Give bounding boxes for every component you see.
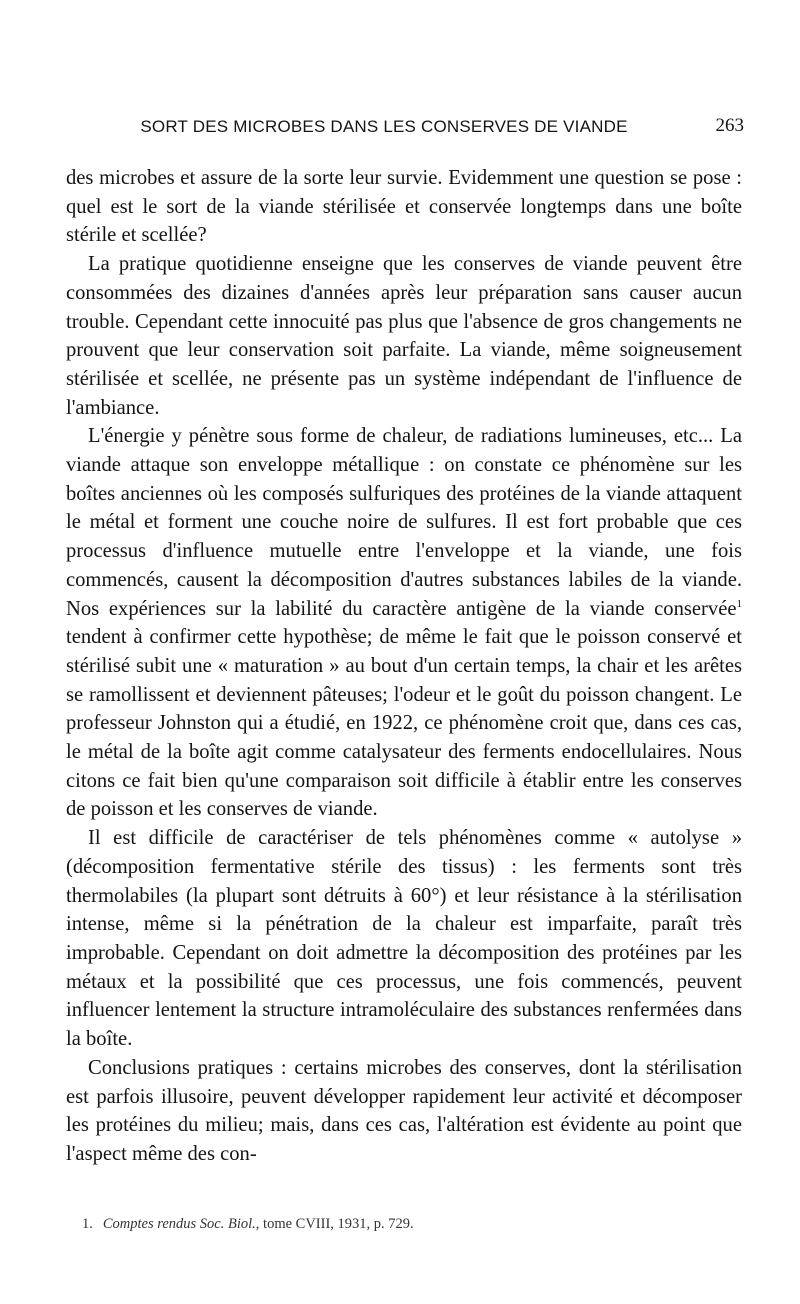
page [66, 112, 742, 1169]
running-head [66, 112, 742, 142]
paragraph-4: Il est difficile de caractériser de tels phénomènes comme « autolyse » (décomposition fermentative stérile des tissus) : les ferments sont très thermolabiles (la plupart sont détruits à 60°) et leur résistance à la stérilisation intense, même si la pénétration de la chaleur est imparfaite, paraît très improbable. Cependant on doit admettre la décomposition des protéines par les métaux et la possibilité que ces processus, une fois commencés, peuvent influencer lentement la structure intramoléculaire des substances renfermées dans la boîte. [66, 827, 742, 1051]
footnote-details: , tome CVIII, 1931, p. 729. [255, 1216, 414, 1232]
running-title: SORT DES MICROBES DANS LES CONSERVES DE VIANDE [140, 117, 628, 136]
footnote [82, 1215, 414, 1233]
paragraph-3-part-a: L'énergie y pénètre sous forme de chaleur, de radiations lumineuses, etc... La viande attaque son enveloppe métallique : on constate ce phénomène sur les boîtes anciennes où les composés sulfuriques des protéines de la viande attaquent le métal et forment une couche noire de sulfures. Il est fort probable que ces processus d'influence mutuelle entre l'enveloppe et la viande, une fois commencés, causent la décomposition d'autres substances labiles de la viande. Nos expériences sur la labilité du caractère antigène de la viande conservée [66, 425, 742, 620]
paragraph-5: Conclusions pratiques : certains microbes des conserves, dont la stérilisation est parfois illusoire, peuvent développer rapidement leur activité et décomposer les protéines du milieu; mais, dans ces cas, l'altération est évidente au point que l'aspect même des con- [66, 1056, 742, 1165]
footnote-number: 1. [82, 1216, 93, 1232]
footnote-source: Comptes rendus Soc. Biol. [102, 1216, 256, 1232]
page-number: 263 [715, 115, 744, 136]
body-text [66, 164, 742, 1169]
paragraph-3-part-b: tendent à confirmer cette hypothèse; de même le fait que le poisson conservé et stérilisé subit une « maturation » au bout d'un certain temps, la chair et les arêtes se ramollissent et deviennent pâteuses; l'odeur et le goût du poisson changent. Le professeur Johnston qui a étudié, en 1922, ce phénomène croit que, dans ces cas, le métal de la boîte agit comme catalysateur des ferments endocellulaires. Nous citons ce fait bien qu'une comparaison soit difficile à établir entre les conserves de poisson et les conserves de viande. [66, 626, 742, 821]
footnote-reference: 1 [736, 597, 742, 610]
paragraph-3 [66, 422, 742, 824]
paragraph-2: La pratique quotidienne enseigne que les conserves de viande peuvent être consommées des dizaines d'années après leur préparation sans causer aucun trouble. Cependant cette innocuité pas plus que l'absence de gros changements ne prouvent que leur conservation soit parfaite. La viande, même soigneusement stérilisée et scellée, ne présente pas un système indépendant de l'influence de l'ambiance. [66, 253, 742, 419]
paragraph-1: des microbes et assure de la sorte leur survie. Evidemment une question se pose : quel est le sort de la viande stérilisée et conservée longtemps dans une boîte stérile et scellée? [66, 167, 742, 247]
